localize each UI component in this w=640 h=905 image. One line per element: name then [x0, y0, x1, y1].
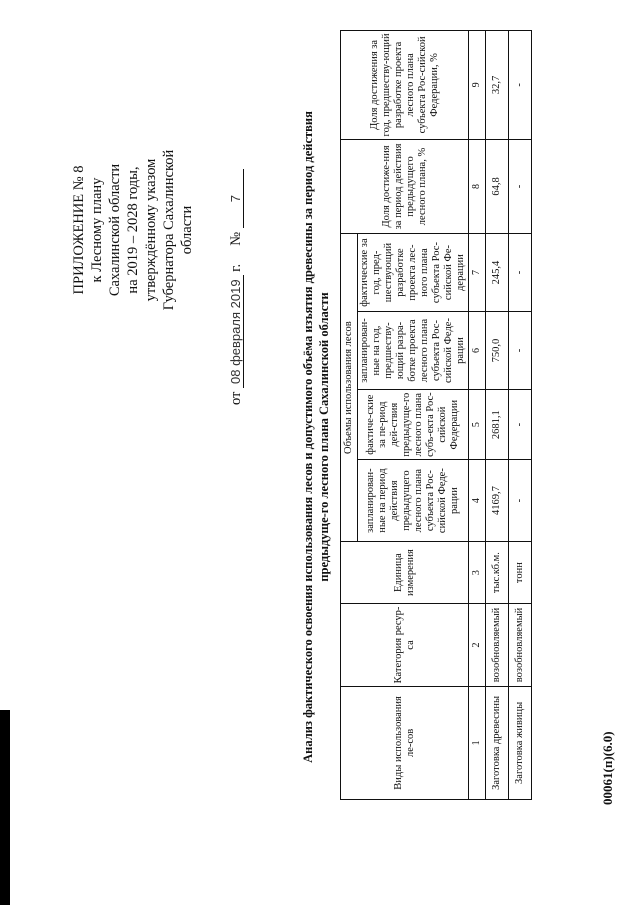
table-cell: 64,8	[486, 139, 509, 233]
column-number: 9	[469, 31, 486, 140]
column-number: 6	[469, 311, 486, 389]
header-actual-year: фактические за год, пред-шествующий разработке проекта лес-ного плана субъекта Рос-сийской Фе-дерации	[358, 234, 469, 312]
column-number: 5	[469, 390, 486, 460]
table-cell: 32,7	[486, 31, 509, 140]
column-number: 3	[469, 542, 486, 604]
table-cell: Заготовка живицы	[509, 686, 532, 799]
table-cell: 245,4	[486, 234, 509, 312]
header-usage-volumes-group: Объемы использования лесов	[341, 234, 358, 542]
column-number: 4	[469, 460, 486, 542]
year-suffix: г.	[228, 263, 244, 272]
approval-number: 7	[228, 169, 244, 228]
header-planned-period: запланирован-ные на период действия предыдущего лесного плана субъекта Рос-сийской Феде-рации	[358, 460, 469, 542]
table-cell: тыс.кб.м.	[486, 542, 509, 604]
document-title: Анализ фактического освоения использования лесов и допустимого объёма изъятия древесины за период действия предыдуще-го лесного плана Сахалинской области	[301, 111, 331, 763]
header-forest-use-type: Виды использования ле-сов	[341, 686, 469, 799]
appendix-line: Сахалинской области	[107, 163, 123, 297]
document-code: 00061(п)(6.0)	[600, 731, 615, 805]
column-number: 7	[469, 234, 486, 312]
table-cell: возобновляемый	[486, 604, 509, 687]
table-cell: -	[509, 139, 532, 233]
number-label: №	[228, 231, 244, 246]
header-row-1	[341, 31, 358, 800]
column-number: 8	[469, 139, 486, 233]
table-cell: возобновляемый	[509, 604, 532, 687]
column-number: 2	[469, 604, 486, 687]
header-share-year: Доля достижения за год, предшеству-ющий разработке проекта лесного плана субъекта Рос-сийской Федерации, %	[341, 31, 469, 140]
approval-date: 08 февраля 2019	[228, 275, 244, 388]
appendix-line: к Лесному плану	[89, 177, 105, 283]
table-cell: -	[509, 31, 532, 140]
table-cell: -	[509, 234, 532, 312]
appendix-heading: ПРИЛОЖЕНИЕ № 8	[71, 165, 87, 295]
appendix-line: на 2019 – 2028 годы,	[125, 166, 141, 294]
table-cell: -	[509, 311, 532, 389]
appendix-line: утверждённому указом	[143, 158, 159, 302]
header-planned-year: запланирован-ные на год, предшеству-ющий разра-ботке проекта лесного плана субъекта Рос-сийской Феде-рации	[358, 311, 469, 389]
from-label: от	[228, 391, 244, 405]
appendix-line: Губернатора Сахалинской	[161, 149, 177, 311]
approval-date-line	[228, 65, 245, 405]
table-cell: 4169,7	[486, 460, 509, 542]
table-cell: 750,0	[486, 311, 509, 389]
table-row	[486, 31, 509, 800]
header-resource-category: Категория ресур-са	[341, 604, 469, 687]
header-actual-period: фактиче-ские за пе-риод дей-ствия предыдуще-го лесного плана субъ-екта Рос-сийской Федерации	[358, 390, 469, 460]
forest-use-table	[340, 30, 532, 800]
column-number-row	[469, 31, 486, 800]
appendix-line: области	[179, 205, 195, 255]
table-cell: 2681,1	[486, 390, 509, 460]
scan-edge-bar	[0, 710, 10, 905]
header-unit: Единица измерения	[341, 542, 469, 604]
table-cell: -	[509, 390, 532, 460]
table-cell: -	[509, 460, 532, 542]
header-share-period: Доля достиже-ния за период действия предыдущего лесного плана, %	[341, 139, 469, 233]
table-cell: Заготовка древесины	[486, 686, 509, 799]
appendix-block	[70, 70, 196, 390]
table-cell: тонн	[509, 542, 532, 604]
table-row	[509, 31, 532, 800]
column-number: 1	[469, 686, 486, 799]
